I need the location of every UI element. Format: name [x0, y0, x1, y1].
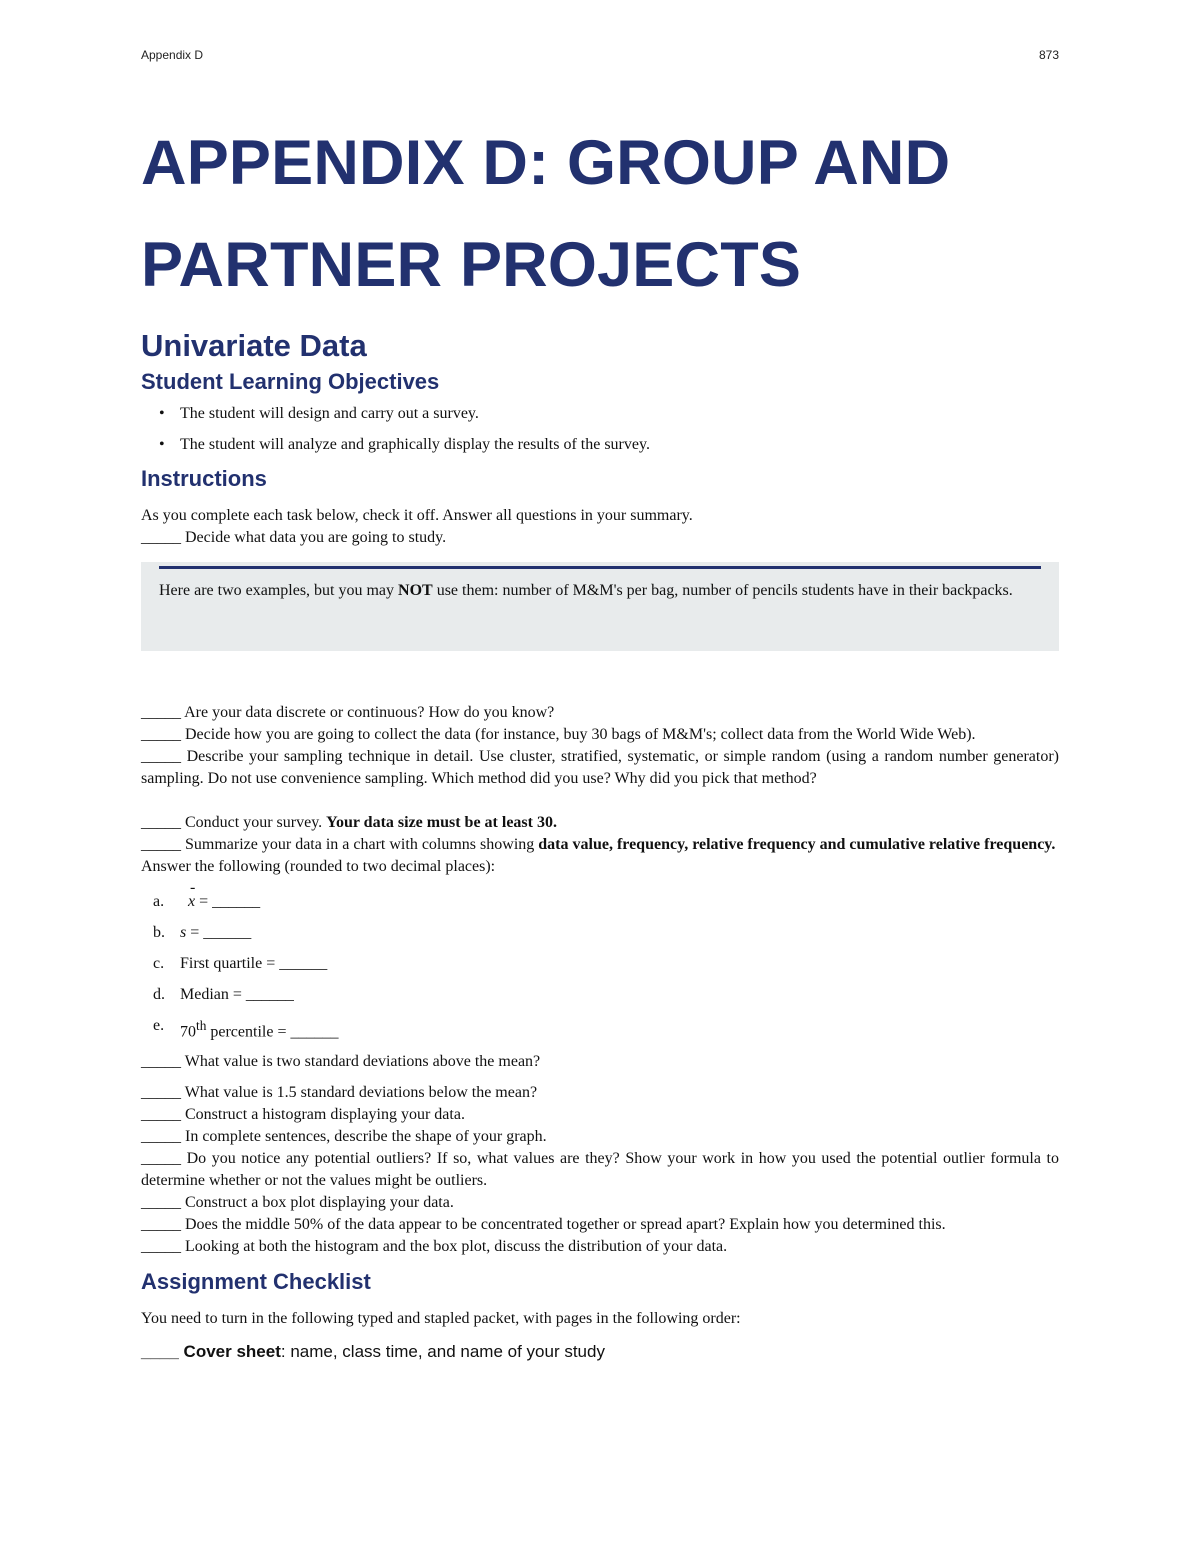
- note-box: [141, 562, 1059, 651]
- task-item: _____ Construct a box plot displaying your data.: [141, 1194, 454, 1212]
- checklist-item-cover-sheet: ____ Cover sheet: name, class time, and name of your study: [141, 1342, 605, 1362]
- checklist-intro: You need to turn in the following typed and stapled packet, with pages in the following order:: [141, 1310, 741, 1328]
- answer-item: a. - x = ______: [141, 886, 1059, 917]
- note-divider: [159, 566, 1041, 569]
- task-item: _____ Construct a histogram displaying your data.: [141, 1106, 465, 1124]
- title-line-2: PARTNER PROJECTS: [141, 230, 802, 300]
- instructions-intro: As you complete each task below, check it off. Answer all questions in your summary.: [141, 507, 693, 524]
- answer-item: c. First quartile = ______: [153, 955, 328, 972]
- answer-item: b. s = ______: [153, 924, 252, 941]
- page-title: [141, 112, 1059, 316]
- x-bar-symbol: - x: [180, 886, 195, 917]
- page-content: [141, 112, 1059, 1364]
- task-item: _____ What value is 1.5 standard deviations below the mean?: [141, 1084, 538, 1102]
- section-title: Univariate Data: [141, 328, 367, 363]
- note-text: Here are two examples, but you may NOT use them: number of M&M's per bag, number of pencils students have in their backpacks.: [159, 582, 1013, 599]
- task-item: _____ Do you notice any potential outliers? If so, what values are they? Show your work in how you used the potential outlier formula to determine whether or not the values might be outliers.: [141, 1150, 1059, 1190]
- objectives-heading: Student Learning Objectives: [141, 369, 440, 394]
- task-item: _____ Conduct your survey. Your data size must be at least 30.: [141, 814, 557, 831]
- objectives-list: [141, 398, 1059, 460]
- task-item: _____ Describe your sampling technique in detail. Use cluster, stratified, systematic, or simple random (using a random number generator) sampling. Do not use convenience sampling. Which method did you use? Why did you pick that method?: [141, 748, 1059, 787]
- instructions-heading: Instructions: [141, 466, 267, 491]
- objective-item: • The student will analyze and graphically display the results of the survey.: [180, 429, 1059, 460]
- page-header: [141, 48, 1059, 62]
- answer-item: e. 70th percentile = ______: [153, 1017, 339, 1041]
- answer-intro: Answer the following (rounded to two decimal places):: [141, 858, 496, 875]
- task-item: _____ Are your data discrete or continuous? How do you know?: [141, 704, 555, 721]
- task-item: _____ Decide what data you are going to study.: [141, 529, 447, 546]
- page-number: 873: [1038, 48, 1059, 62]
- task-item: _____ Does the middle 50% of the data appear to be concentrated together or spread apart? Explain how you determined this.: [141, 1216, 946, 1234]
- task-item: _____ What value is two standard deviations above the mean?: [141, 1053, 541, 1071]
- title-line-1: APPENDIX D: GROUP AND: [141, 128, 951, 198]
- checklist-heading: Assignment Checklist: [141, 1269, 371, 1295]
- task-item: _____ In complete sentences, describe the shape of your graph.: [141, 1128, 547, 1146]
- task-item: _____ Decide how you are going to collect the data (for instance, buy 30 bags of M&M's; collect data from the World Wide Web).: [141, 726, 976, 743]
- answer-item: d. Median = ______: [153, 986, 294, 1003]
- running-header: Appendix D: [141, 48, 204, 62]
- answer-list: [141, 886, 1059, 1047]
- task-item: _____ Summarize your data in a chart with columns showing data value, frequency, relative frequency and cumulative relative frequency.: [141, 836, 1056, 853]
- objective-item: • The student will design and carry out a survey.: [180, 398, 1059, 429]
- task-item: _____ Looking at both the histogram and the box plot, discuss the distribution of your data.: [141, 1238, 728, 1256]
